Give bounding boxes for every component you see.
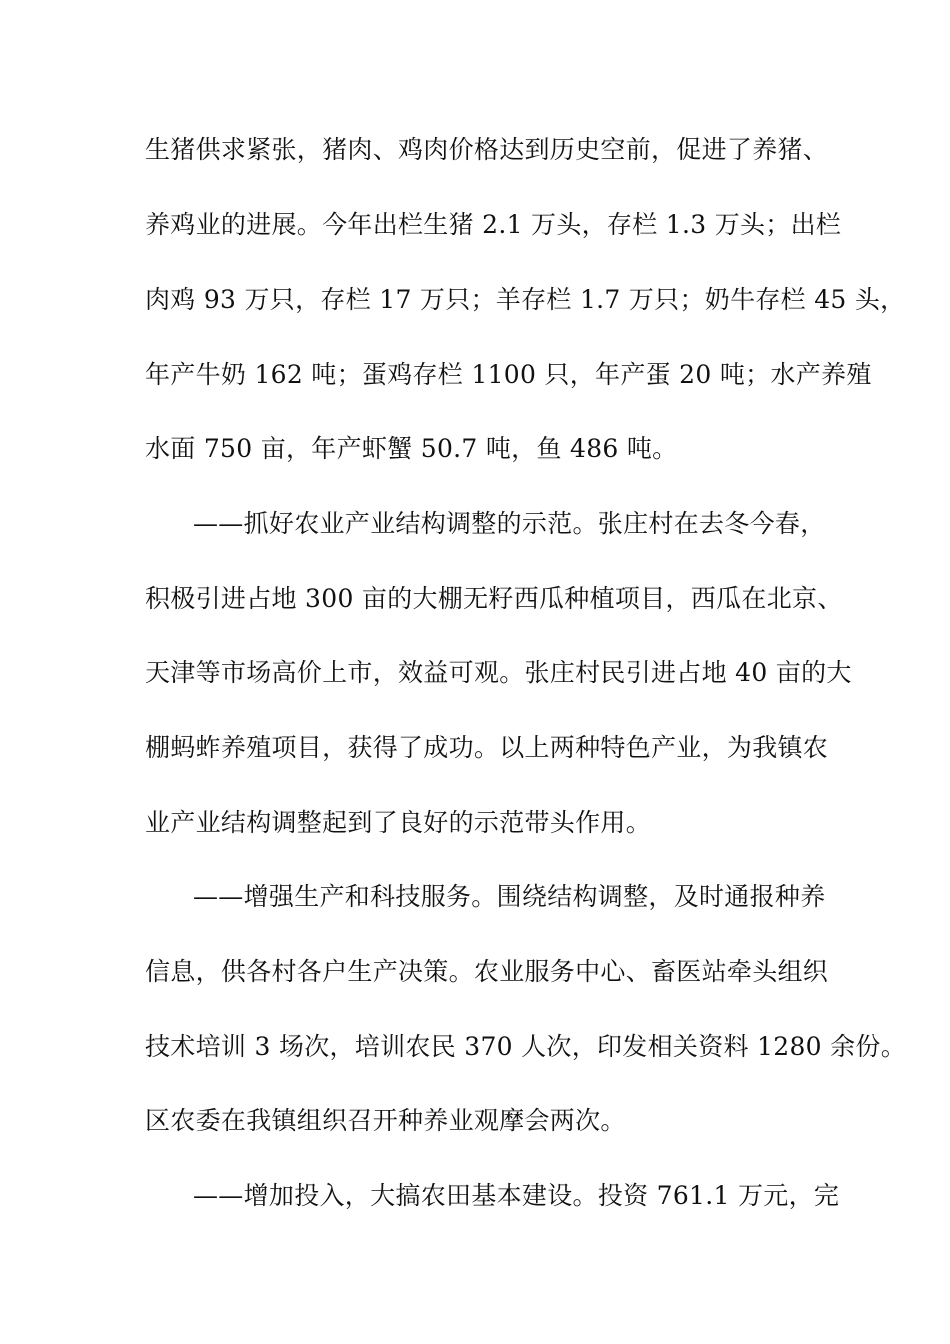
- paragraph-start-line: ——抓好农业产业结构调整的示范。张庄村在去冬今春，: [193, 509, 826, 538]
- text-line: 棚蚂蚱养殖项目，获得了成功。以上两种特色产业，为我镇农: [145, 733, 829, 762]
- text-line: 天津等市场高价上市，效益可观。张庄村民引进占地 40 亩的大: [145, 658, 852, 687]
- text-line: 业产业结构调整起到了良好的示范带头作用。: [145, 808, 652, 837]
- text-line: 肉鸡 93 万只，存栏 17 万只；羊存栏 1.7 万只；奶牛存栏 45 头，: [145, 285, 906, 314]
- paragraph-start-line: ——增加投入，大搞农田基本建设。投资 761.1 万元，完: [193, 1181, 840, 1210]
- paragraph-start-line: ——增强生产和科技服务。围绕结构调整，及时通报种养: [193, 882, 826, 911]
- text-line: 信息，供各村各户生产决策。农业服务中心、畜医站牵头组织: [145, 957, 829, 986]
- text-line: 年产牛奶 162 吨；蛋鸡存栏 1100 只，年产蛋 20 吨；水产养殖: [145, 360, 872, 389]
- text-line: 水面 750 亩，年产虾蟹 50.7 吨，鱼 486 吨。: [145, 434, 678, 463]
- text-line: 养鸡业的进展。今年出栏生猪 2.1 万头，存栏 1.3 万头；出栏: [145, 210, 842, 239]
- text-line: 生猪供求紧张，猪肉、鸡肉价格达到历史空前，促进了养猪、: [145, 135, 829, 164]
- text-line: 积极引进占地 300 亩的大棚无籽西瓜种植项目，西瓜在北京、: [145, 584, 843, 613]
- text-line: 技术培训 3 场次，培训农民 370 人次，印发相关资料 1280 余份。: [145, 1032, 907, 1061]
- text-line: 区农委在我镇组织召开种养业观摩会两次。: [145, 1106, 626, 1135]
